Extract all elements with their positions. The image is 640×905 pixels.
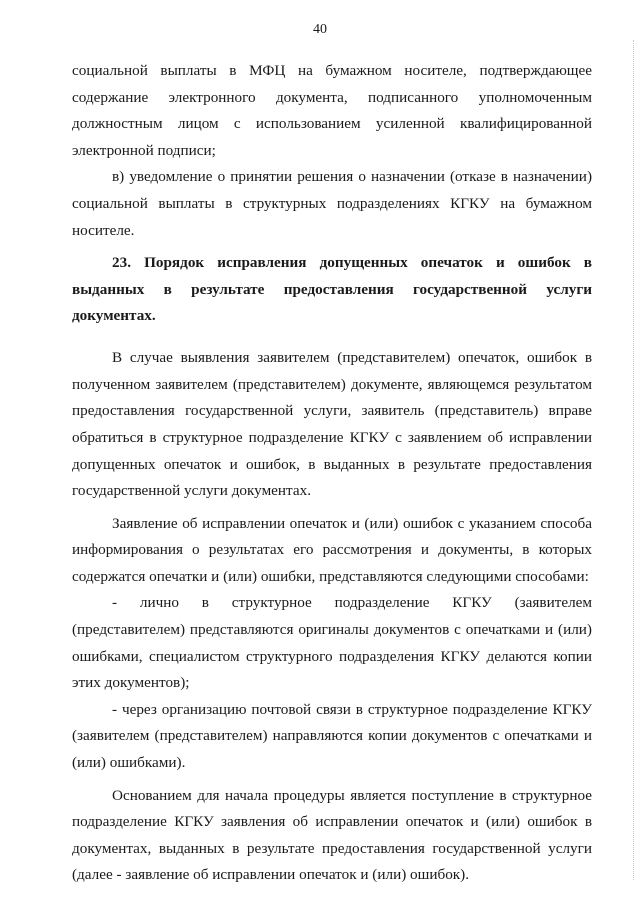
paragraph-continuation: социальной выплаты в МФЦ на бумажном носителе, подтверждающее содержание электронного документа, подписанного уполномоченным должностным лицом с использованием усиленной квалифицированной электронной подписи; bbox=[72, 62, 592, 159]
scan-edge-mark bbox=[632, 40, 634, 880]
document-body bbox=[72, 58, 592, 889]
paragraph-notification: в) уведомление о принятии решения о назначении (отказе в назначении) социальной выплаты в структурных подразделениях КГКУ на бумажном носителе. bbox=[72, 168, 592, 239]
section-list-item-in-person: - лично в структурное подразделение КГКУ (заявителем (представителем) представляются оригиналы документов с опечатками и (или) ошибками, специалистом структурного подразделения КГКУ делаются копии этих документов); bbox=[72, 594, 592, 692]
section-paragraph-application-methods: Заявление об исправлении опечаток и (или) ошибок с указанием способа информирования о результатах его рассмотрения и документы, в которых содержатся опечатки и (или) ошибки, представляются следующими способами: bbox=[72, 514, 592, 585]
section-list-item-by-mail: - через организацию почтовой связи в структурное подразделение КГКУ (заявителем (представителем) направляются копии документов с опечатками и (или) ошибками). bbox=[72, 700, 592, 772]
section-heading: 23. Порядок исправления допущенных опечаток и ошибок в выданных в результате предоставления государственной услуги документах. bbox=[72, 254, 592, 325]
section-paragraph-procedure-basis: Основанием для начала процедуры является поступление в структурное подразделение КГКУ заявления об исправлении опечаток и (или) ошибок в документах, выданных в результате предоставления государственной услуги (далее - заявление об исправлении опечаток и (или) ошибок). bbox=[72, 786, 592, 884]
page-number: 40 bbox=[313, 22, 327, 37]
section-paragraph-errors-found: В случае выявления заявителем (представителем) опечаток, ошибок в полученном заявителем (представителем) документе, являющемся результатом предоставления государственной услуги, заявитель (представитель) вправе обратиться в структурное подразделение КГКУ с заявлением об исправлении допущенных опечаток и ошибок, в выданных в результате предоставления государственной услуги документах. bbox=[72, 349, 592, 500]
